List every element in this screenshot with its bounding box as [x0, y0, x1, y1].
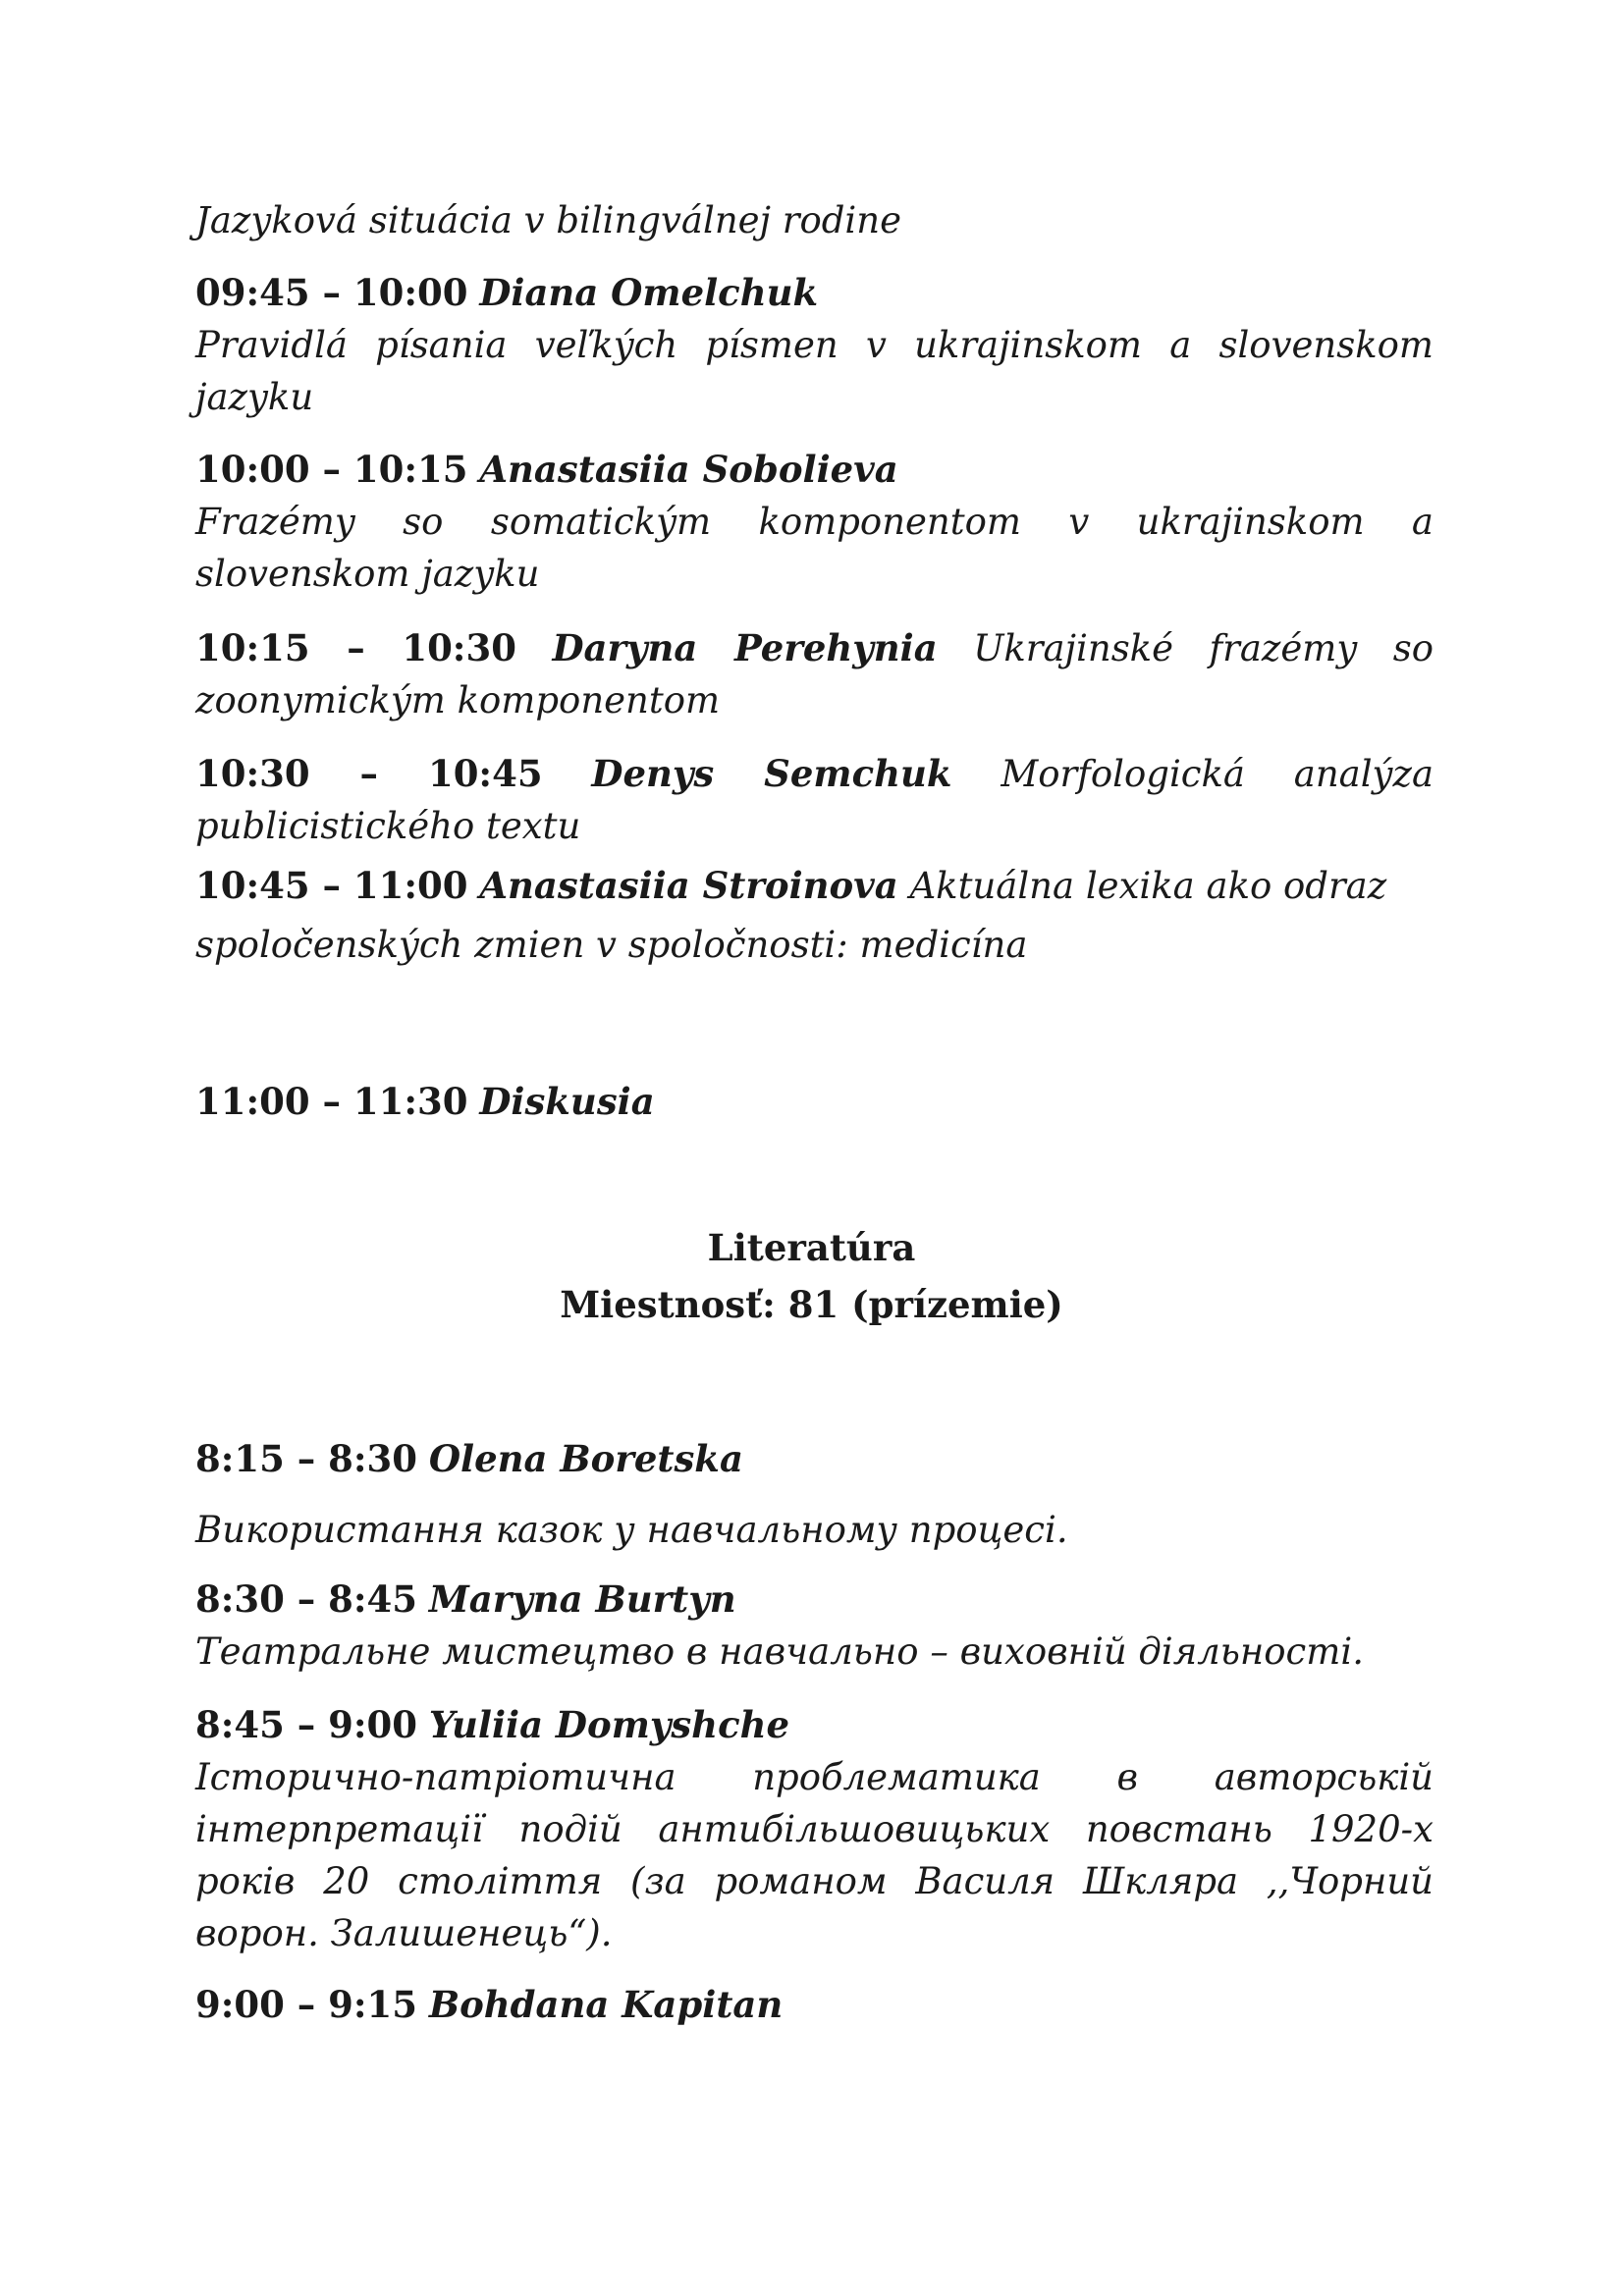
entry-time: 8:30 – 8:45 [195, 1577, 418, 1621]
entry-time: 10:15 – 10:30 [195, 626, 516, 669]
entry-time: 10:00 – 10:15 [195, 448, 468, 491]
program-entry [195, 1979, 1434, 2031]
entry-time: 10:30 – 10:45 [195, 752, 543, 795]
entry-title: Morfologická analýza publicistického textu [195, 753, 1434, 847]
entry-title-line1: Aktuálna lexika ako odraz [909, 865, 1387, 907]
discussion-entry [195, 1076, 1434, 1128]
entry-time: 09:45 – 10:00 [195, 271, 468, 314]
program-entry [195, 444, 1434, 600]
discussion-label: Diskusia [479, 1080, 655, 1123]
entry-title: Pravidlá písania veľkých písmen v ukrajinskom a slovenskom jazyku [195, 324, 1434, 418]
program-entry [195, 267, 1434, 423]
section-heading: Literatúra [707, 1226, 916, 1269]
entry-title: Театральне мистецтво в навчально – виховній діяльності. [195, 1630, 1364, 1673]
program-entry [195, 856, 1434, 975]
entry-title: Використання казок у навчальному процесі. [195, 1509, 1068, 1551]
entry-speaker: Maryna Burtyn [428, 1577, 736, 1621]
entry-speaker: Yuliia Domyshche [428, 1703, 790, 1746]
program-entry [195, 622, 1434, 726]
entry-time: 9:00 – 9:15 [195, 1983, 418, 2026]
program-entry [195, 1433, 1434, 1485]
entry-time: 8:15 – 8:30 [195, 1437, 418, 1480]
entry-speaker: Anastasiia Stroinova [479, 864, 898, 907]
entry-time: 10:45 – 11:00 [195, 864, 468, 907]
entry-time: 8:45 – 9:00 [195, 1703, 418, 1746]
entry-speaker: Bohdana Kapitan [428, 1983, 784, 2026]
program-entry [195, 748, 1434, 852]
room-info: Miestnosť: 81 (prízemie) [560, 1283, 1063, 1326]
entry-time: 11:00 – 11:30 [195, 1080, 468, 1123]
entry-speaker: Daryna Perehynia [552, 626, 938, 669]
entry-speaker: Olena Boretska [428, 1437, 743, 1480]
entry-speaker: Diana Omelchuk [479, 271, 819, 314]
entry-speaker: Anastasiia Sobolieva [479, 448, 898, 491]
entry-speaker: Denys Semchuk [591, 752, 952, 795]
entry-title: Frazémy so somatickým komponentom v ukrajinskom a slovenskom jazyku [195, 501, 1434, 595]
entry-title-intro: Jazyková situácia v bilingválnej rodine [195, 199, 901, 241]
entry-title: Історично-патріотична проблематика в авторській інтерпретації подій антибільшовицьких повстань 1920-х років 20 століття (за романом Василя Шкляра ,,Чорний ворон. Залишенець“). [195, 1756, 1434, 1954]
program-entry [195, 1574, 1434, 1678]
entry-title-line2: spoločenských zmien v spoločnosti: medicína [195, 924, 1028, 966]
program-entry [195, 1699, 1434, 1959]
entry-title: Ukrajinské frazémy so zoonymickým komponentom [195, 627, 1434, 721]
